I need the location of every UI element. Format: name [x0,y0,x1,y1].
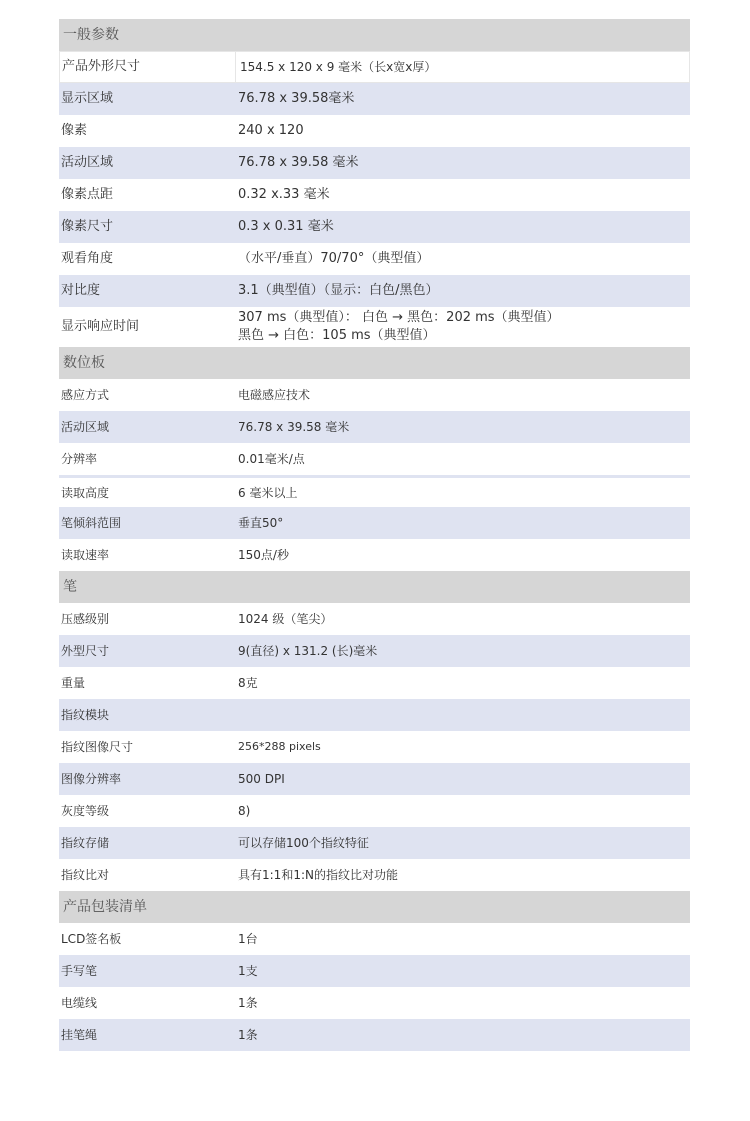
table-row [59,539,690,571]
spec-value: 0.32 x.33 毫米 [238,187,330,202]
table-row [59,763,690,795]
spec-label: 指纹存储 [61,836,110,850]
spec-value: 1024 级（笔尖） [238,612,333,626]
spec-value: 500 DPI [238,772,285,786]
section-title: 数位板 [63,355,105,371]
table-row [59,603,690,635]
table-row [59,795,690,827]
spec-value-multiline [234,309,690,345]
spec-value: 150点/秒 [238,548,289,562]
table-row [59,667,690,699]
spec-value: 76.78 x 39.58毫米 [238,91,355,106]
section-header-general [59,19,690,51]
table-row [59,923,690,955]
spec-value: 1条 [238,996,258,1010]
spec-label: 活动区域 [61,420,110,434]
spec-value: 垂直50° [238,516,284,530]
table-row [59,115,690,147]
section-header-pen [59,571,690,603]
spec-value: 1台 [238,932,258,946]
table-row [59,411,690,443]
table-row [59,379,690,411]
spec-label: 外型尺寸 [61,644,110,658]
spec-value-line: 307 ms（典型值）： 白色 → 黑色：202 ms（典型值） [238,310,560,325]
spec-value: 6 毫米以上 [238,485,298,500]
table-row [59,211,690,243]
spec-label: 图像分辨率 [61,772,122,786]
spec-label: 显示响应时间 [61,319,140,334]
spec-value: 240 x 120 [238,123,304,138]
section-header-package [59,891,690,923]
table-row [59,731,690,763]
spec-value: 9(直径) x 131.2 (长)毫米 [238,644,378,658]
spec-label: 活动区域 [61,155,114,170]
spec-value: 154.5 x 120 x 9 毫米（长x宽x厚） [235,52,689,82]
table-row [59,635,690,667]
spec-label: 产品外形尺寸 [62,59,141,74]
spec-value: 可以存储100个指纹特征 [238,836,369,850]
spec-label: 指纹比对 [61,868,110,882]
spec-label: 电缆线 [61,996,98,1010]
spec-value: 8) [238,804,251,818]
table-row [59,507,690,539]
table-row [59,51,690,83]
spec-label: 感应方式 [61,388,110,402]
spec-value: 76.78 x 39.58 毫米 [238,420,350,434]
section-title: 产品包装清单 [63,899,147,915]
section-header-fingerprint [59,699,690,731]
spec-label: 像素尺寸 [61,219,114,234]
spec-value: 256*288 pixels [238,740,321,753]
table-row [59,83,690,115]
spec-value-line: 黑色 → 白色：105 ms（典型值） [238,328,436,343]
spec-label: 对比度 [61,283,101,298]
table-row [59,147,690,179]
spec-label: 灰度等级 [61,804,110,818]
spec-label: LCD签名板 [61,932,122,946]
spec-value: （水平/垂直）70/70°（典型值） [238,251,430,266]
spec-value: 1条 [238,1028,258,1042]
spec-table [59,19,690,1051]
table-row [59,827,690,859]
spec-label: 指纹图像尺寸 [61,740,134,754]
section-title: 笔 [63,579,77,595]
table-row [59,859,690,891]
spec-value: 具有1:1和1:N的指纹比对功能 [238,868,398,882]
spec-label: 像素点距 [61,187,114,202]
spec-label: 手写笔 [61,964,98,978]
table-row [59,179,690,211]
table-row [59,443,690,475]
section-title: 指纹模块 [61,708,110,722]
spec-value: 0.01毫米/点 [238,452,305,466]
spec-label: 分辨率 [61,452,98,466]
spec-label: 挂笔绳 [61,1028,98,1042]
table-row [59,1019,690,1051]
spec-value: 0.3 x 0.31 毫米 [238,219,334,234]
table-row [59,475,690,507]
spec-value: 8克 [238,676,258,690]
spec-value: 1支 [238,964,258,978]
spec-value: 3.1（典型值）（显示：白色/黑色） [238,283,439,298]
spec-label: 重量 [61,676,86,690]
spec-label: 显示区域 [61,91,114,106]
table-row [59,955,690,987]
table-row [59,307,690,347]
spec-value: 76.78 x 39.58 毫米 [238,155,359,170]
section-header-tablet [59,347,690,379]
spec-label: 压感级别 [61,612,110,626]
section-title: 一般参数 [63,27,119,43]
table-row [59,243,690,275]
spec-label: 读取高度 [61,485,110,500]
spec-value: 电磁感应技术 [238,388,311,402]
spec-label: 像素 [61,123,88,138]
spec-label: 观看角度 [61,251,114,266]
table-row [59,987,690,1019]
spec-label: 笔倾斜范围 [61,516,122,530]
table-row [59,275,690,307]
spec-label: 读取速率 [61,548,110,562]
